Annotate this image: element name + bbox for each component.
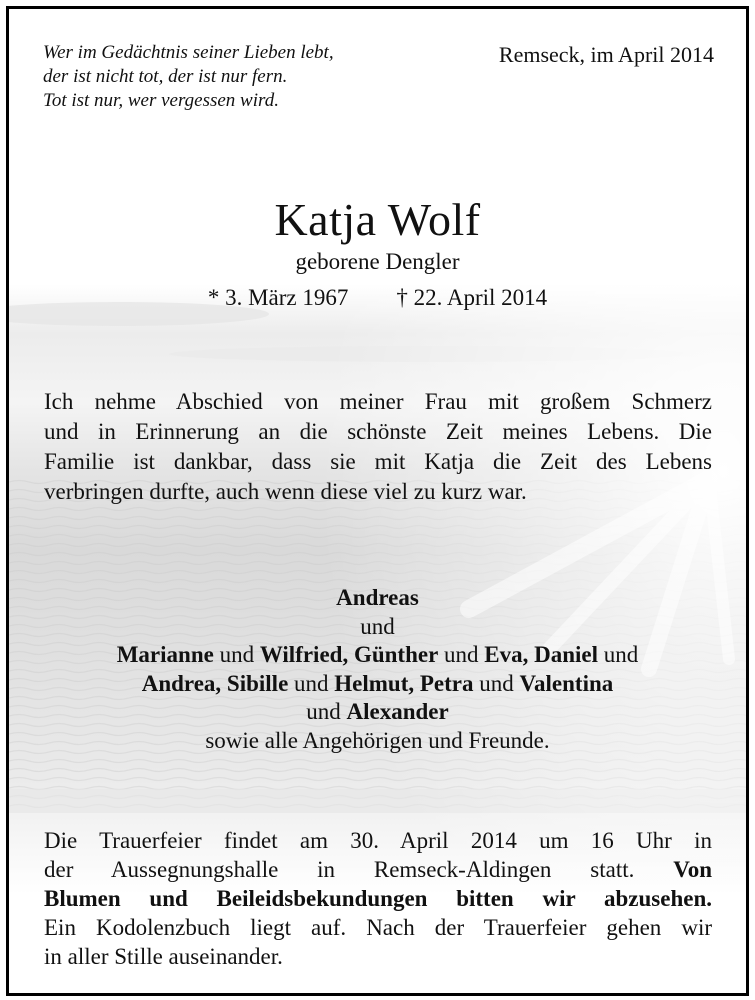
quote-line: Wer im Gedächtnis seiner Lieben lebt, <box>43 42 334 63</box>
connector-text: und <box>288 670 335 696</box>
connector-text: und <box>473 670 520 696</box>
connector-text: und <box>213 642 260 668</box>
service-request-text: Von <box>673 857 712 882</box>
message-line: verbringen durfte, auch wenn diese viel zu kurz war. <box>44 479 527 504</box>
mourner-name: Valentina <box>519 670 614 696</box>
farewell-message <box>44 387 712 507</box>
death-date: † 22. April 2014 <box>396 285 548 310</box>
connector-text: und <box>598 642 639 668</box>
quote-line: Tot ist nur, wer vergessen wird. <box>43 90 279 111</box>
funeral-service-info <box>44 826 712 971</box>
husband-name: Andreas <box>336 585 419 610</box>
mourner-name: Helmut, Petra <box>334 670 474 696</box>
service-line: Die Trauerfeier findet am 30. April 2014 um 16 Uhr in <box>44 828 712 853</box>
mourner-name: Alexander <box>346 699 449 725</box>
mourners-list <box>9 584 746 756</box>
relatives-and-friends: sowie alle Angehörigen und Freunde. <box>205 727 550 753</box>
mourner-name: Andrea, Sibille <box>141 670 289 696</box>
service-line <box>44 855 712 884</box>
connector-text: und <box>360 613 395 639</box>
message-line: Familie ist dankbar, dass sie mit Katja die Zeit des Lebens <box>44 449 712 474</box>
message-line: und in Erinnerung an die schönste Zeit meines Lebens. Die <box>44 419 712 444</box>
connector-text: und <box>306 699 347 725</box>
service-line: Ein Kodolenzbuch liegt auf. Nach der Trauerfeier gehen wir <box>44 915 712 940</box>
message-line: Ich nehme Abschied von meiner Frau mit großem Schmerz <box>44 389 712 414</box>
mourner-name: Wilfried, Günther <box>259 642 439 668</box>
service-request-text: Blumen und Beileidsbekundungen bitten wir abzusehen. <box>44 886 712 911</box>
birth-date: * 3. März 1967 <box>207 285 349 310</box>
mourners-line <box>9 641 746 670</box>
mourner-name: Eva, Daniel <box>484 642 599 668</box>
connector-text: und <box>438 642 485 668</box>
mourner-name: Marianne <box>116 642 214 668</box>
maiden-name: geborene Dengler <box>295 249 460 274</box>
obituary-notice <box>6 6 749 996</box>
service-line <box>44 884 712 913</box>
service-line: in aller Stille auseinander. <box>44 944 283 969</box>
service-text: der Aussegnungshalle in Remseck-Aldingen statt. <box>44 857 674 882</box>
memorial-quote <box>43 41 334 113</box>
deceased-name: Katja Wolf <box>274 194 481 245</box>
mourners-line <box>9 698 746 727</box>
place-and-date: Remseck, im April 2014 <box>498 42 714 67</box>
quote-line: der ist nicht tot, der ist nur fern. <box>43 66 288 87</box>
life-dates <box>9 285 746 311</box>
mourners-line <box>9 670 746 699</box>
